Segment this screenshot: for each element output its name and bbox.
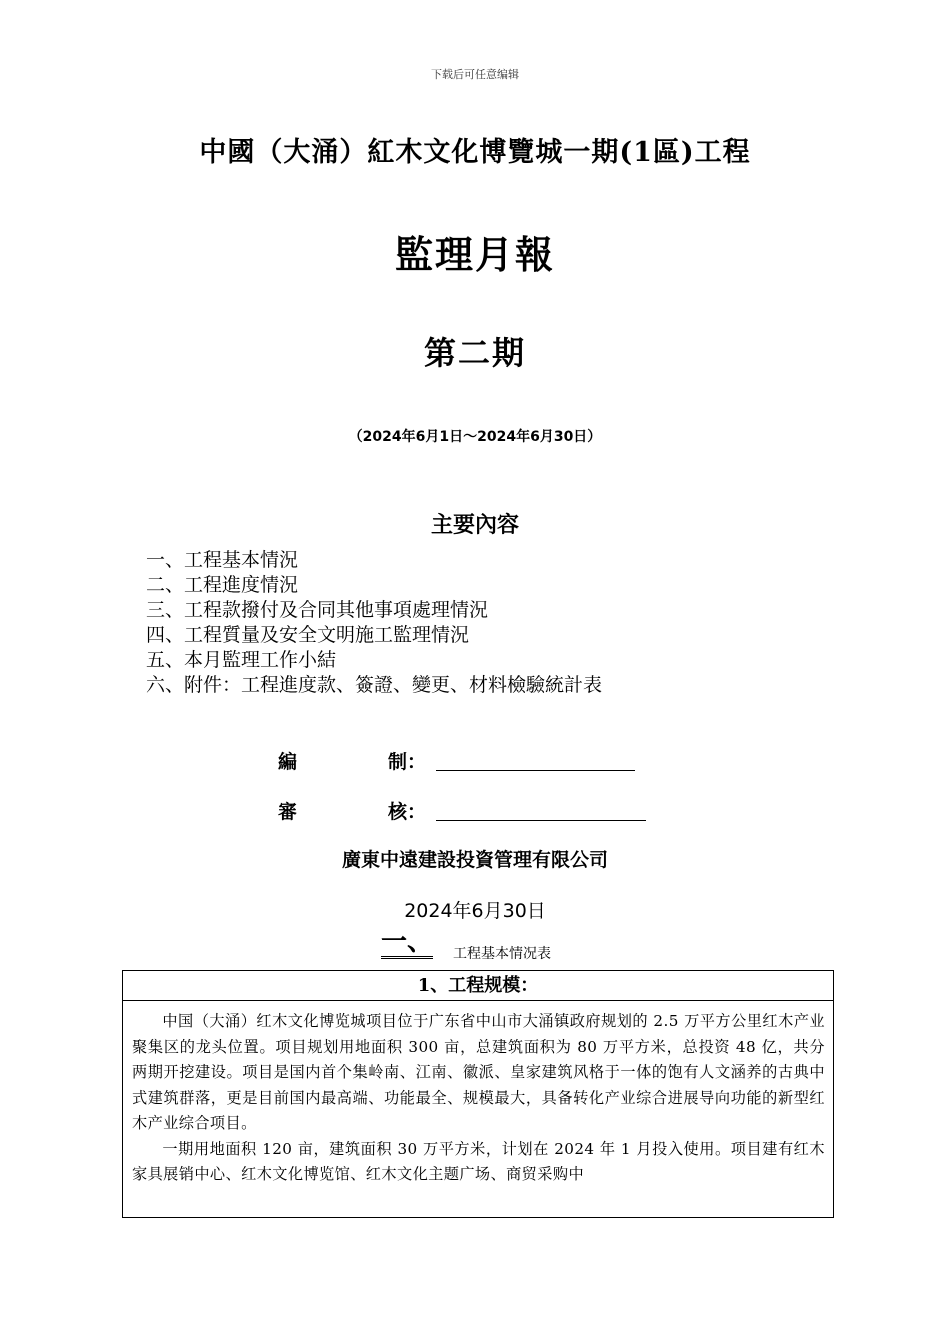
compiler-signature-line[interactable] — [436, 748, 635, 771]
toc-item: 三、工程款撥付及合同其他事項處理情況 — [146, 599, 489, 621]
section-title: 工程基本情况表 — [453, 946, 551, 962]
toc-heading: 主要內容 — [430, 513, 519, 538]
section-number: 一、 — [381, 927, 434, 957]
toc-item: 五、本月監理工作小結 — [146, 649, 337, 671]
reviewer-signature-line[interactable] — [436, 798, 646, 821]
compiler-label-char1: 編 — [278, 751, 298, 773]
reviewer-label-char1: 審 — [278, 801, 298, 823]
toc-item: 六、附件：工程進度款、簽證、變更、材料檢驗統計表 — [146, 674, 603, 696]
table-of-contents — [146, 548, 602, 698]
company-name: 廣東中遠建設投資管理有限公司 — [341, 849, 608, 871]
report-title: 監理月報 — [394, 233, 555, 277]
reviewer-label-char2: 核： — [388, 801, 427, 823]
table-paragraph: 一期用地面积 120 亩，建筑面积 30 万平方米，计划在 2024 年 1 月投入使用。项目建有红木家具展销中心、红木文化博览馆、红木文化主题广场、商贸采购中 — [132, 1139, 825, 1183]
compiler-label-char2: 制： — [388, 751, 427, 773]
toc-item: 四、工程質量及安全文明施工監理情況 — [146, 624, 470, 646]
issue-number: 第二期 — [423, 334, 526, 372]
toc-item: 一、工程基本情況 — [146, 549, 299, 571]
toc-item: 二、工程進度情況 — [146, 574, 299, 596]
header-note: 下载后可任意编辑 — [431, 68, 519, 81]
table-body — [123, 1001, 833, 1188]
table-heading: 1、工程规模： — [123, 971, 833, 1001]
project-title: 中國（大涌）紅木文化博覽城一期(1區)工程 — [199, 137, 751, 168]
report-period: （2024年6月1日～2024年6月30日） — [348, 429, 602, 445]
table-paragraph: 中国（大涌）红木文化博览城项目位于广东省中山市大涌镇政府规划的 2.5 万平方公里红木产业聚集区的龙头位置。项目规划用地面积 300 亩，总建筑面积为 80 万平方米，总投资 48 亿，共分两期开挖建设。项目是国内首个集岭南、江南、徽派、皇家建筑风格于一体的饱有人文涵养的古典中式建筑群落，更是目前国内最高端、功能最全、规模最大，具备转化产业综合进展导向功能的新型红木产业综合项目。 — [132, 1012, 825, 1132]
report-date: 2024年6月30日 — [404, 900, 546, 922]
project-info-table — [122, 970, 834, 1218]
